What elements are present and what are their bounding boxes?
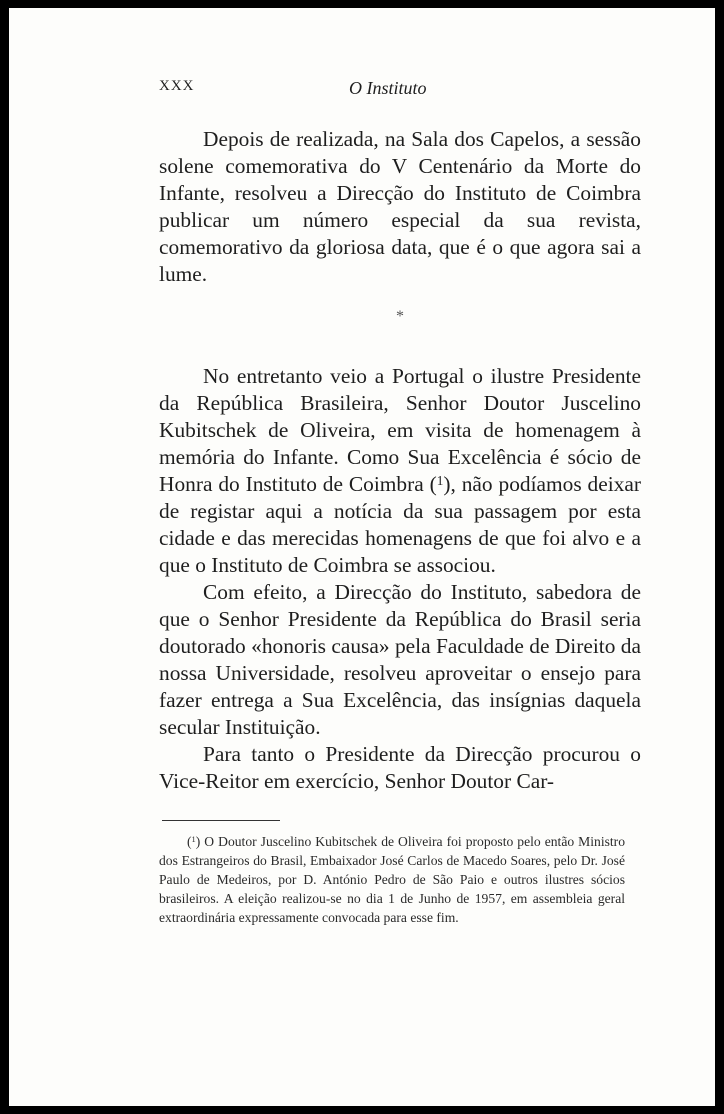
opening-paragraph-block — [159, 126, 641, 288]
footnote — [159, 832, 625, 927]
paragraph-2-end: ), não podíamos deixar de registar aqui a notícia da sua passagem por esta cidade e das merecidas homenagens de que foi alvo e a que o Instituto de Coimbra se associou. — [159, 472, 642, 577]
paragraph-4: Para tanto o Presidente da Direcção procurou o Vice-Reitor em exercício, Senhor Doutor Car- — [159, 742, 641, 793]
paragraph-1: Depois de realizada, na Sala dos Capelos, a sessão solene comemorativa do V Centenário da Morte do Infante, resolveu a Direcção do Instituto de Coimbra publicar um número especial da sua revista, comemorativo da gloriosa data, que é o que agora sai a lume. — [159, 127, 641, 286]
footnote-close: ) — [195, 834, 201, 849]
paragraph-2-start: No entretanto veio a Portugal o ilustre Presidente da República Brasileira, Senhor Doutor Juscelino Kubitschek de Oliveira, em visita de homenagem à memória do Infante. Como Sua Excelência é sócio de Honra do Instituto de Coimbra ( — [159, 364, 641, 496]
paragraph-3: Com efeito, a Direcção do Instituto, sabedora de que o Senhor Presidente da República do Brasil seria doutorado «honoris causa» pela Faculdade de Direito da nossa Universidade, resolveu aproveitar o ensejo para fazer entrega a Sua Excelência, das insígnias daquela secular Instituição. — [159, 580, 641, 739]
book-page — [9, 8, 715, 1106]
section-separator: * — [396, 308, 404, 325]
footnote-divider — [162, 820, 280, 821]
running-title: O Instituto — [349, 78, 427, 98]
footnote-marker: 1 — [191, 834, 196, 845]
footnote-open: ( — [187, 834, 192, 849]
running-header — [159, 78, 639, 102]
paragraph-2 — [159, 363, 641, 579]
footnote-text: O Doutor Juscelino Kubitschek de Oliveira foi proposto pelo então Ministro dos Estrangeiros do Brasil, Embaixador José Carlos de Macedo Soares, pelo Dr. José Paulo de Medeiros, por D. António Pedro de São Paio e outros ilustres sócios brasileiros. A eleição realizou-se no dia 1 de Junho de 1957, em assembleia geral extraordinária expressamente convocada para esse fim. — [159, 834, 625, 925]
footnote-reference: 1 — [436, 473, 444, 489]
page-number: XXX — [159, 78, 195, 94]
main-text-block — [159, 363, 641, 795]
